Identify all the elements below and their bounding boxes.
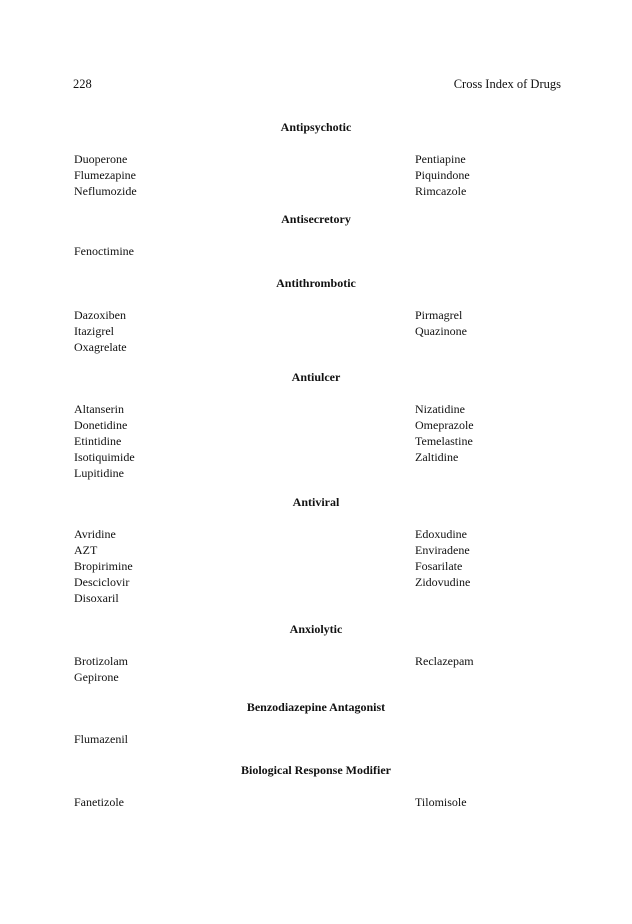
drug-column-right [415,307,467,339]
drug-name: Avridine [74,527,116,541]
drug-name: Neflumozide [74,184,137,198]
drug-name: Duoperone [74,152,128,166]
section-heading: Biological Response Modifier [241,763,391,777]
section-heading: Antithrombotic [276,276,356,290]
drug-name: Zidovudine [415,575,471,589]
drug-column-left [74,401,135,481]
drug-name: Lupitidine [74,466,124,480]
drug-name: Dazoxiben [74,308,126,322]
drug-name: Altanserin [74,402,124,416]
page-number: 228 [73,77,92,91]
drug-column-left [74,731,128,747]
drug-name: Nizatidine [415,402,465,416]
drug-name: Zaltidine [415,450,459,464]
drug-name: Rimcazole [415,184,467,198]
drug-name: Desciclovir [74,575,130,589]
drug-name: Piquindone [415,168,470,182]
drug-column-left [74,653,128,685]
drug-name: Temelastine [415,434,473,448]
section-heading: Benzodiazepine Antagonist [246,700,386,714]
drug-name: Fosarilate [415,559,463,573]
section-heading: Antipsychotic [280,120,352,134]
section-heading: Antisecretory [281,212,351,226]
drug-name: Pentiapine [415,152,466,166]
drug-name: Disoxaril [74,591,119,605]
drug-name: Quazinone [415,324,467,338]
drug-column-right [415,151,470,199]
drug-column-right [415,401,474,465]
drug-name: Reclazepam [415,654,474,668]
drug-name: Tilomisole [415,795,467,809]
section-heading: Antiviral [292,495,340,509]
drug-name: Bropirimine [74,559,133,573]
drug-name: Enviradene [415,543,470,557]
drug-column-left [74,794,124,810]
drug-name: Itazigrel [74,324,114,338]
drug-name: Etintidine [74,434,122,448]
drug-name: Gepirone [74,670,119,684]
section-heading: Anxiolytic [289,622,343,636]
drug-name: Omeprazole [415,418,474,432]
drug-name: Fanetizole [74,795,124,809]
drug-name: Donetidine [74,418,128,432]
drug-column-right [415,526,470,590]
drug-column-left [74,151,137,199]
drug-name: Oxagrelate [74,340,127,354]
drug-name: Edoxudine [415,527,467,541]
drug-column-left [74,526,133,606]
drug-name: Fenoctimine [74,244,134,258]
drug-name: Flumezapine [74,168,136,182]
section-heading: Antiulcer [291,370,341,384]
drug-name: Pirmagrel [415,308,463,322]
drug-name: Flumazenil [74,732,128,746]
drug-name: Isotiquimide [74,450,135,464]
running-head: Cross Index of Drugs [453,77,561,91]
drug-column-right [415,653,474,669]
drug-name: Brotizolam [74,654,128,668]
drug-column-right [415,794,467,810]
drug-name: AZT [74,543,98,557]
drug-column-left [74,243,134,259]
drug-column-left [74,307,127,355]
